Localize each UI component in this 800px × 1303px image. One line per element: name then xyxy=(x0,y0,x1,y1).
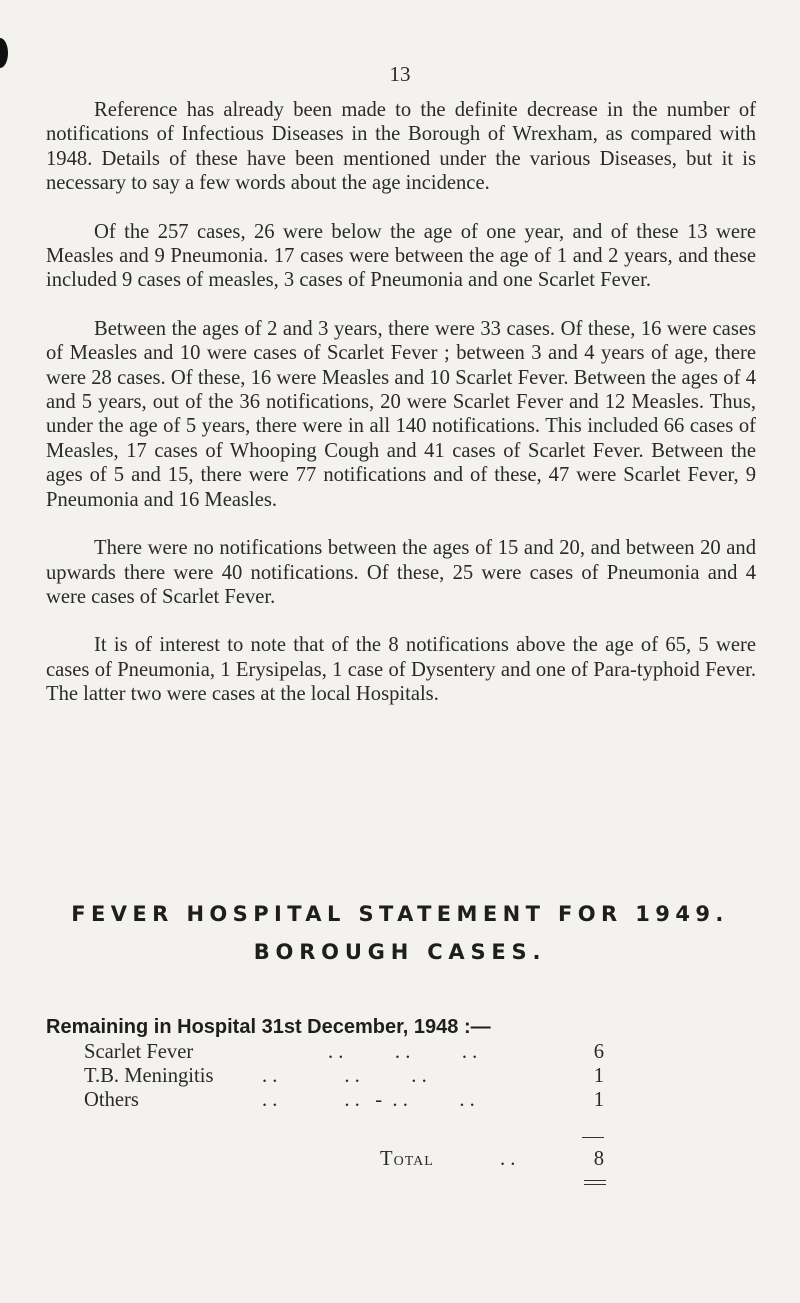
table-row xyxy=(84,1089,604,1113)
leader-dots: . . . . . . xyxy=(328,1041,478,1063)
total-row xyxy=(380,1148,604,1172)
remaining-title: Remaining in Hospital 31st December, 1948 :— xyxy=(46,1016,491,1038)
section-heading: FEVER HOSPITAL STATEMENT FOR 1949. xyxy=(71,902,729,926)
paragraph: Between the ages of 2 and 3 years, there were 33 cases. Of these, 16 were cases of Measles and 10 were cases of Scarlet Fever ; between 3 and 4 years of age, there were 28 cases. Of these, 16 were Measles and 10 Scarlet Fever. Between the ages of 4 and 5 years, out of the 36 notifications, 20 were Scarlet Fever and 12 Measles. Thus, under the age of 5 years, there were in all 140 notifications. This included 66 cases of Measles, 17 cases of Whooping Cough and 41 cases of Scarlet Fever. Between the ages of 5 and 15, there were 77 notifications and of these, 47 were Scarlet Fever, 9 Pneumonia and 16 Measles. xyxy=(46,317,756,511)
paragraph: Reference has already been made to the definite decrease in the number of notifications of Infectious Diseases in the Borough of Wrexham, as compared with 1948. Details of these have been mentioned under the various Diseases, but it is necessary to say a few words about the age incidence. xyxy=(46,99,756,195)
total-label: Total xyxy=(380,1148,434,1170)
row-value: 6 xyxy=(593,1041,604,1063)
remaining-cases-table xyxy=(84,1041,604,1113)
section-subheading: BOROUGH CASES. xyxy=(253,940,547,964)
body-text xyxy=(46,98,756,731)
paragraph: It is of interest to note that of the 8 notifications above the age of 65, 5 were cases of Pneumonia, 1 Erysipelas, 1 case of Dysentery and one of Para-typhoid Fever. The latter two were cases at the local Hospitals. xyxy=(46,634,756,706)
leader-dots: . . . . . . xyxy=(262,1065,427,1087)
page-number: 13 xyxy=(389,62,411,86)
row-value: 1 xyxy=(593,1089,604,1111)
leader-dots: . . xyxy=(500,1148,516,1170)
table-row xyxy=(84,1065,604,1089)
table-row xyxy=(84,1041,604,1065)
paragraph: There were no notifications between the ages of 15 and 20, and between 20 and upwards there were 40 notifications. Of these, 25 were cases of Pneumonia and 4 were cases of Scarlet Fever. xyxy=(46,537,756,608)
sum-rule xyxy=(582,1137,604,1138)
paragraph: Of the 257 cases, 26 were below the age of one year, and of these 13 were Measles and 9 Pneumonia. 17 cases were between the age of 1 and 2 years, and these included 9 cases of measles, 3 cases of Pneumonia and one Scarlet Fever. xyxy=(46,220,756,292)
total-value: 8 xyxy=(593,1148,604,1170)
row-value: 1 xyxy=(593,1065,604,1087)
row-label: Scarlet Fever xyxy=(84,1041,194,1063)
leader-dots: . . . . - . . . . xyxy=(262,1089,475,1111)
row-label: T.B. Meningitis xyxy=(84,1065,214,1087)
row-label: Others xyxy=(84,1089,139,1111)
total-double-rule xyxy=(584,1180,606,1185)
